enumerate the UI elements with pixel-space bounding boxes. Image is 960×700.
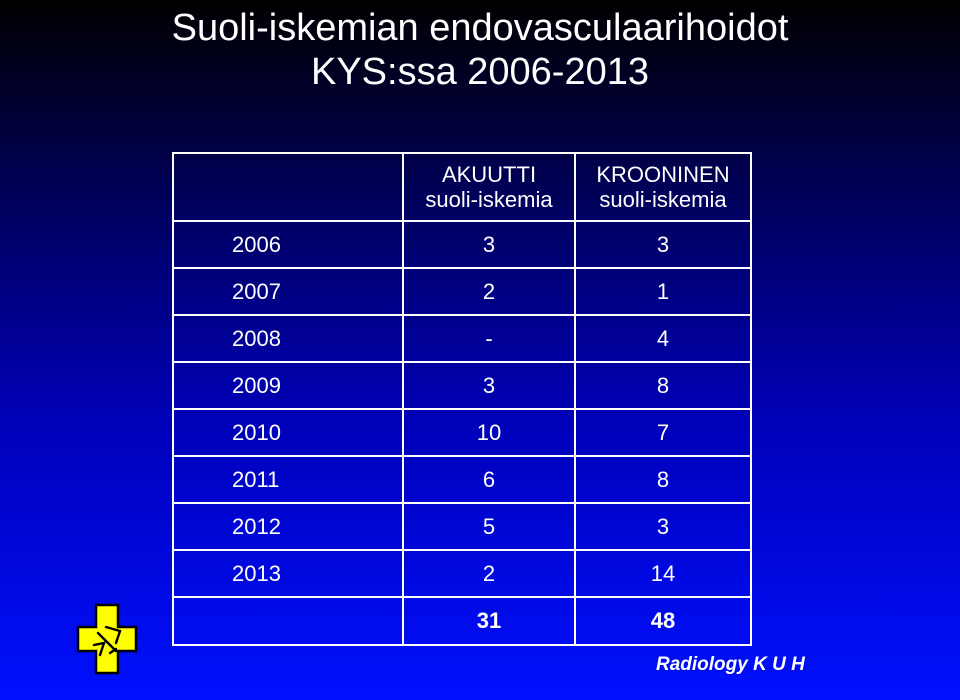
year-cell: 2013 <box>173 550 403 597</box>
acute-cell: 6 <box>403 456 575 503</box>
year-cell: 2008 <box>173 315 403 362</box>
acute-total-cell: 31 <box>403 597 575 645</box>
year-cell: 2009 <box>173 362 403 409</box>
chronic-total-cell: 48 <box>575 597 751 645</box>
acute-cell: 2 <box>403 550 575 597</box>
chronic-cell: 3 <box>575 503 751 550</box>
footer-credit: Radiology K U H <box>656 654 805 675</box>
acute-cell: - <box>403 315 575 362</box>
chronic-cell: 8 <box>575 362 751 409</box>
header-acute-cell <box>403 153 575 221</box>
chronic-cell: 3 <box>575 221 751 268</box>
year-cell: 2007 <box>173 268 403 315</box>
table-row <box>173 221 751 268</box>
acute-cell: 3 <box>403 221 575 268</box>
table-row <box>173 550 751 597</box>
slide-title <box>0 6 960 94</box>
header-chronic-line-2: suoli-iskemia <box>599 187 727 212</box>
year-cell: 2012 <box>173 503 403 550</box>
header-chronic-cell <box>575 153 751 221</box>
chronic-cell: 7 <box>575 409 751 456</box>
year-cell: 2011 <box>173 456 403 503</box>
acute-cell: 5 <box>403 503 575 550</box>
title-line-2: KYS:ssa 2006-2013 <box>310 51 649 93</box>
header-acute-line-1: AKUUTTI <box>441 162 537 187</box>
table-row <box>173 268 751 315</box>
chronic-cell: 14 <box>575 550 751 597</box>
header-year-cell <box>173 153 403 221</box>
table-row <box>173 315 751 362</box>
chronic-cell: 8 <box>575 456 751 503</box>
year-cell: 2010 <box>173 409 403 456</box>
chronic-cell: 1 <box>575 268 751 315</box>
cross-logo-shape <box>78 605 136 673</box>
year-cell: 2006 <box>173 221 403 268</box>
acute-cell: 3 <box>403 362 575 409</box>
table-header-row <box>173 153 751 221</box>
table-row <box>173 503 751 550</box>
title-line-1: Suoli-iskemian endovasculaarihoidot <box>171 7 789 49</box>
table-row <box>173 362 751 409</box>
totals-label-cell <box>173 597 403 645</box>
totals-row <box>173 597 751 645</box>
treatment-table <box>172 152 752 646</box>
header-chronic-line-1: KROONINEN <box>596 162 730 187</box>
table-row <box>173 409 751 456</box>
chronic-cell: 4 <box>575 315 751 362</box>
acute-cell: 2 <box>403 268 575 315</box>
acute-cell: 10 <box>403 409 575 456</box>
table-row <box>173 456 751 503</box>
cross-logo-icon <box>76 603 138 675</box>
header-acute-line-2: suoli-iskemia <box>425 187 553 212</box>
